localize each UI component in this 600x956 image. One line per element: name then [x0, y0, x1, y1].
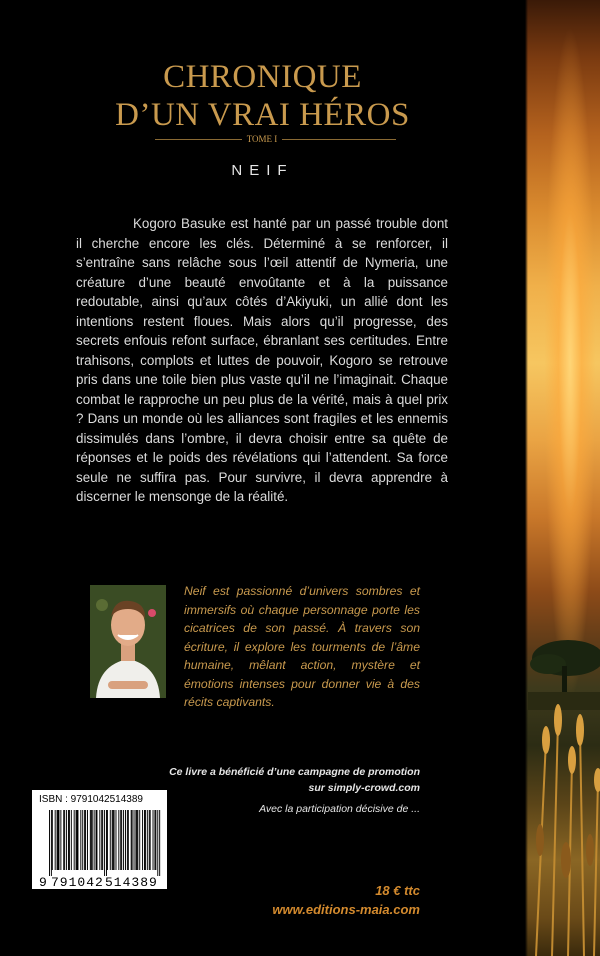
- barcode-bar: [91, 810, 92, 870]
- barcode-bar: [127, 810, 128, 870]
- author-name: NEIF: [231, 162, 294, 179]
- synopsis-text: Kogoro Basuke est hanté par un passé trouble dont il cherche encore les clés. Déterminé à se renforcer, il s’entraîne sans relâche sous l’œil attentif de Nymeria, une créature d’une beauté envoûtante et à la puissance redoutable, ainsi qu’aux côtés d’Akiyuki, un allié dont les intentions restent floues. Mais alors qu’il progresse, des secrets enfouis refont surface, ébranlant ses certitudes. Entre trahisons, complots et luttes de pouvoir, Kogoro se retrouve pris dans une toile bien plus vaste qu’il ne l’imaginait. Chaque combat le rapproche un peu plus de la vérité, mais à quel prix ? Dans un monde où les alliances sont fragiles et les ennemis dissimulés dans l’ombre, il devra choisir entre sa quête de réponses et le poids des révélations qui l’attendent. Sa force seule ne suffira pas. Pour survivre, il devra apprendre à discerner le mensonge de la réalité.: [76, 216, 448, 504]
- barcode-bar: [85, 810, 86, 870]
- barcode-bar: [80, 810, 81, 870]
- barcode-bar: [94, 810, 95, 870]
- barcode-bar: [57, 810, 58, 870]
- barcode-bar: [110, 810, 111, 870]
- divider-left: [155, 139, 242, 140]
- tree-silhouette: [528, 630, 600, 710]
- barcode-bar: [78, 810, 79, 870]
- book-title-line1: CHRONIQUE: [163, 59, 362, 95]
- barcode-bar: [76, 810, 77, 870]
- barcode-first-digit: 9: [39, 875, 47, 888]
- barcode-bar: [90, 810, 91, 870]
- barcode-bar: [51, 810, 52, 876]
- barcode-bar: [132, 810, 133, 870]
- barcode-bar: [63, 810, 64, 870]
- barcode-bar: [99, 810, 100, 870]
- barcode-block: [32, 790, 167, 889]
- barcode-bar: [150, 810, 151, 870]
- barcode-bar: [60, 810, 61, 870]
- barcode-bar: [139, 810, 140, 870]
- barcode-bar: [149, 810, 150, 870]
- barcode-bar: [125, 810, 126, 870]
- barcode-bar: [135, 810, 136, 870]
- barcode-bar: [114, 810, 115, 870]
- barcode-bar: [144, 810, 145, 870]
- author-portrait-icon: [90, 585, 166, 698]
- author-photo: [90, 585, 166, 698]
- barcode-bar: [120, 810, 121, 870]
- barcode-bar: [66, 810, 67, 870]
- barcode-bar: [147, 810, 148, 870]
- barcode-bar: [68, 810, 69, 870]
- barcode-icon: [37, 810, 162, 888]
- barcode-bar: [121, 810, 122, 870]
- barcode-bar: [118, 810, 119, 870]
- barcode-group2: 514389: [105, 875, 158, 888]
- barcode-bar: [55, 810, 56, 870]
- promotion-line1: Ce livre a bénéficié d’une campagne de promotion: [169, 766, 420, 778]
- barcode-bar: [87, 810, 88, 870]
- barcode-bar: [116, 810, 117, 870]
- tome-label: TOME I: [246, 134, 278, 144]
- publisher-website: www.editions-maia.com: [272, 902, 420, 917]
- wheat-foreground: [528, 700, 600, 956]
- barcode-bar: [52, 810, 53, 870]
- barcode-bar: [96, 810, 97, 870]
- barcode-bar: [134, 810, 135, 870]
- book-title-line2: D’UN VRAI HÉROS: [115, 97, 410, 133]
- barcode-bar: [104, 810, 105, 876]
- barcode-bar: [136, 810, 137, 870]
- price: 18 € ttc: [375, 883, 420, 898]
- barcode-bar: [131, 810, 132, 870]
- barcode-bar: [128, 810, 129, 870]
- barcode-bar: [107, 810, 108, 870]
- barcode-bar: [145, 810, 146, 870]
- barcode-bar: [64, 810, 65, 870]
- barcode-bar: [154, 810, 155, 870]
- promotion-line2: sur simply-crowd.com: [308, 781, 420, 794]
- barcode-bar: [113, 810, 114, 870]
- barcode-bar: [49, 810, 50, 876]
- barcode-bar: [112, 810, 113, 870]
- barcode-bar: [71, 810, 72, 870]
- barcode-bar: [69, 810, 70, 870]
- participation-note: Avec la participation décisive de ...: [259, 803, 420, 815]
- barcode-bar: [74, 810, 75, 870]
- isbn-label: ISBN : 9791042514389: [39, 794, 143, 805]
- barcode-bar: [84, 810, 85, 870]
- barcode-bar: [59, 810, 60, 870]
- barcode-group1: 791042: [51, 875, 104, 888]
- author-bio: Neif est passionné d’univers sombres et immersifs où chaque personnage porte les cicatrices de son passé. À travers son écriture, il explore les tourments de l’âme humaine, mêlant action, mystère et émotions intenses pour donner vie à des récits captivants.: [184, 584, 420, 709]
- barcode-bar: [123, 810, 124, 870]
- barcode-bar: [137, 810, 138, 870]
- barcode-bar: [92, 810, 93, 870]
- barcode-bar: [142, 810, 143, 870]
- barcode-bar: [58, 810, 59, 870]
- barcode-bar: [82, 810, 83, 870]
- barcode-bar: [102, 810, 103, 870]
- divider-right: [282, 139, 396, 140]
- barcode-bar: [77, 810, 78, 870]
- barcode-bar: [101, 810, 102, 870]
- barcode-bar: [155, 810, 156, 870]
- barcode-bar: [97, 810, 98, 870]
- barcode-bar: [106, 810, 107, 876]
- spine-shadow: [525, 0, 528, 956]
- barcode-bar: [157, 810, 158, 876]
- barcode-bar: [153, 810, 154, 870]
- barcode-bar: [159, 810, 160, 876]
